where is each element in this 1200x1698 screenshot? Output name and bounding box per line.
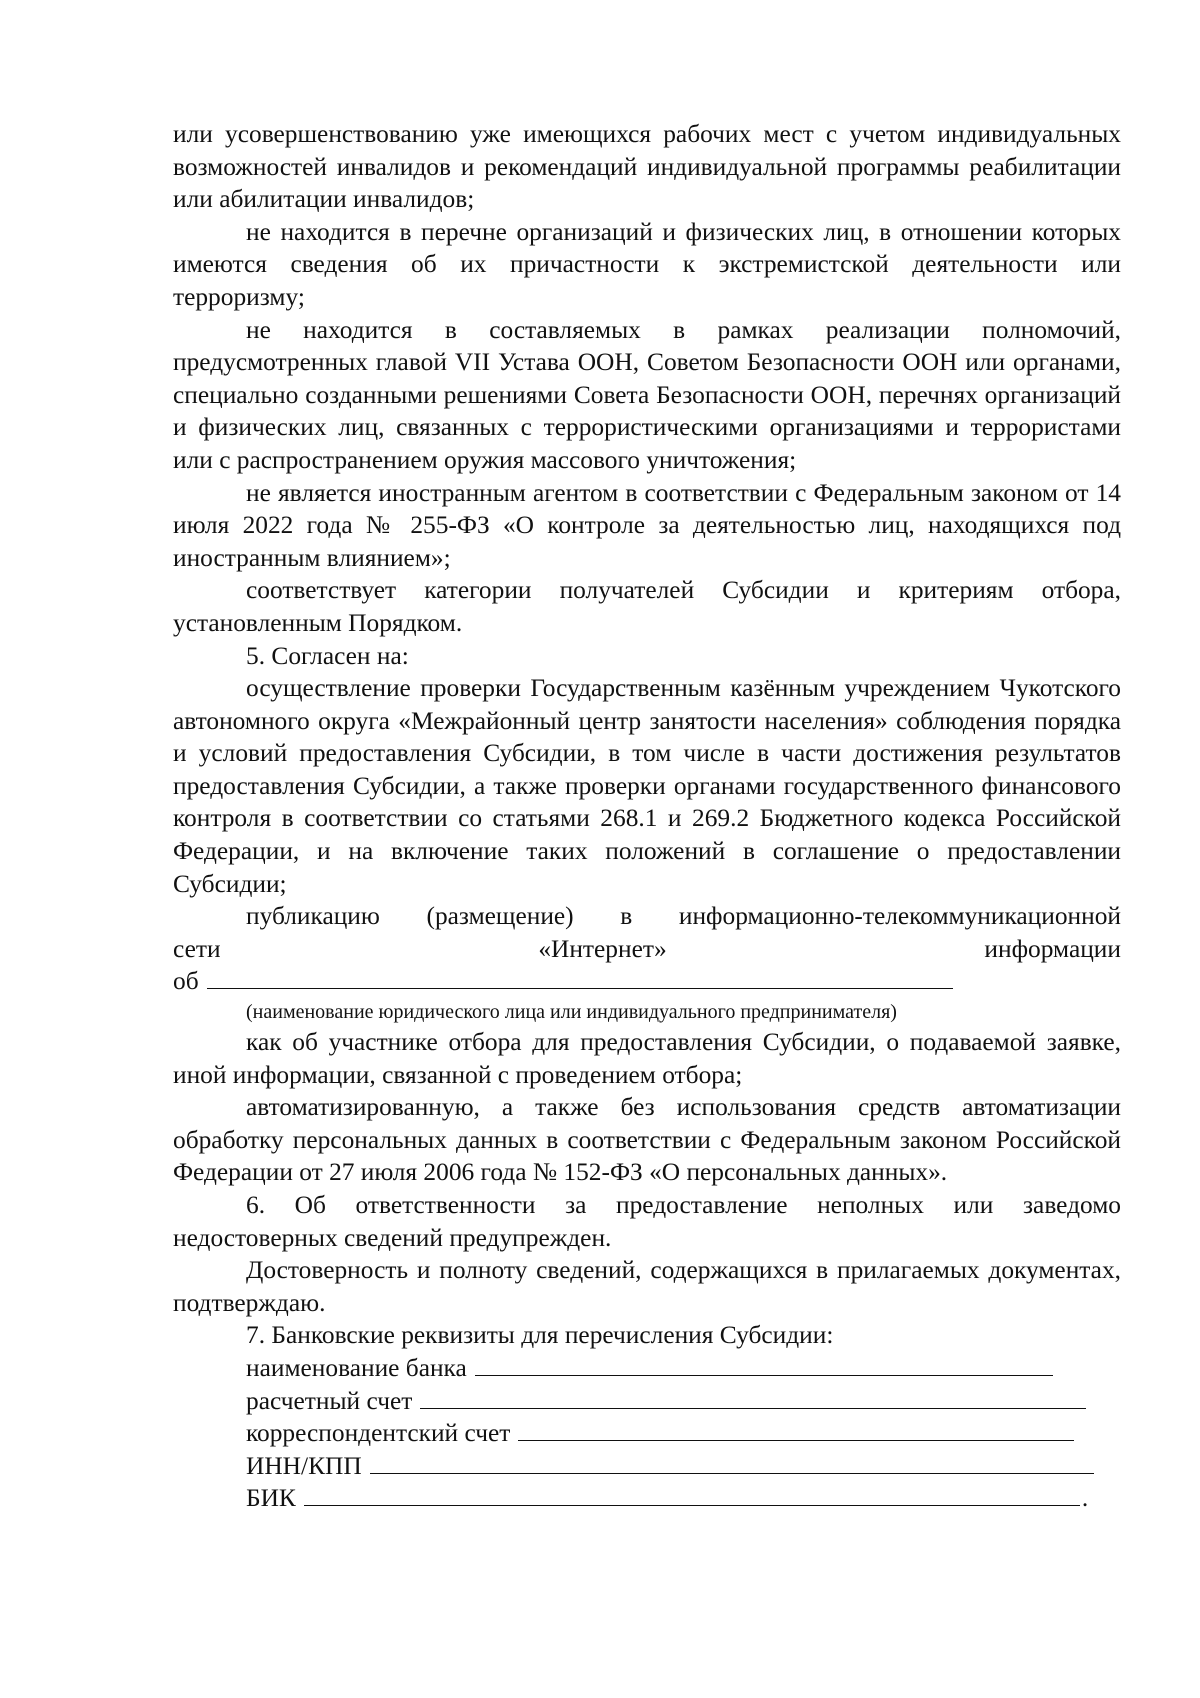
paragraph-accuracy: Достоверность и полноту сведений, содержащихся в прилагаемых документах, подтверждаю. — [173, 1256, 1121, 1317]
paragraph-responsibility: 6. Об ответственности за предоставление неполных или заведомо недостоверных сведений предупрежден. — [173, 1191, 1121, 1252]
inn-kpp-label: ИНН/КПП — [246, 1451, 362, 1480]
paragraph-un-lists: не находится в составляемых в рамках реализации полномочий, предусмотренных главой VII Устава ООН, Советом Безопасности ООН или органами, специально созданными решениями Совета Безопасности ООН, перечнях организаций и физических лиц, связанных с террористическими организациями и террористами или с распространением оружия массового уничтожения; — [173, 315, 1121, 474]
paragraph-personal-data: автоматизированную, а также без использования средств автоматизации обработку персональных данных в соответствии с Федеральным законом Российской Федерации от 27 июля 2006 года № 152-ФЗ «О персональных данных». — [173, 1093, 1121, 1187]
inn-kpp-row — [246, 1450, 1121, 1483]
inn-kpp-blank[interactable] — [370, 1451, 1094, 1474]
bank-name-blank[interactable] — [475, 1353, 1053, 1376]
paragraph-publication — [173, 900, 1121, 1024]
organization-name-blank[interactable] — [207, 966, 953, 989]
account-label: расчетный счет — [246, 1386, 413, 1415]
corr-account-row — [246, 1417, 1121, 1450]
corr-account-blank[interactable] — [518, 1418, 1074, 1441]
paragraph-category: соответствует категории получателей Субсидии и критериям отбора, установленным Порядком. — [173, 576, 1121, 637]
bik-period: . — [1081, 1484, 1089, 1513]
account-blank[interactable] — [420, 1386, 1086, 1409]
account-row — [246, 1385, 1121, 1418]
bik-label: БИК — [246, 1484, 296, 1513]
publication-line: публикацию (размещение) в информационно-телекоммуникационной — [246, 902, 1121, 931]
bank-name-label: наименование банка — [246, 1353, 467, 1382]
paragraph-bank-heading: 7. Банковские реквизиты для перечисления Субсидии: — [246, 1321, 834, 1350]
paragraph-inspection: осуществление проверки Государственным казённым учреждением Чукотского автономного округа «Межрайонный центр занятости населения» соблюдения порядка и условий предоставления Субсидии, в том числе в части достижения результатов предоставления Субсидии, а также проверки органами государственного финансового контроля в соответствии со статьями 268.1 и 269.2 Бюджетного кодекса Российской Федерации, и на включение таких положений в соглашение о предоставлении Субсидии; — [173, 674, 1121, 898]
bik-blank[interactable] — [304, 1483, 1080, 1506]
paragraph-participant: как об участнике отбора для предоставления Субсидии, о подаваемой заявке, иной информации, связанной с проведением отбора; — [173, 1028, 1121, 1089]
corr-account-label: корреспондентский счет — [246, 1419, 511, 1448]
publication-spread-line — [173, 933, 1121, 966]
paragraph-consent-heading: 5. Согласен на: — [246, 641, 409, 670]
word-network: сети — [173, 934, 221, 963]
word-about: об — [173, 967, 199, 996]
organization-name-row — [173, 965, 1121, 998]
bik-row — [246, 1482, 1121, 1515]
word-internet: «Интернет» — [538, 934, 667, 963]
word-information: информации — [984, 934, 1121, 963]
bank-name-row — [246, 1352, 1121, 1385]
paragraph-foreign-agent: не является иностранным агентом в соответствии с Федеральным законом от 14 июля 2022 года № 255-ФЗ «О контроле за деятельностью лиц, находящихся под иностранным влиянием»; — [173, 478, 1121, 572]
organization-name-caption: (наименование юридического лица или индивидуального предпринимателя) — [246, 1001, 897, 1024]
paragraph-extremism: не находится в перечне организаций и физических лиц, в отношении которых имеются сведения об их причастности к экстремистской деятельности или терроризму; — [173, 217, 1121, 311]
paragraph-workplaces: или усовершенствованию уже имеющихся рабочих мест с учетом индивидуальных возможностей инвалидов и рекомендаций индивидуальной программы реабилитации или абилитации инвалидов; — [173, 120, 1121, 214]
